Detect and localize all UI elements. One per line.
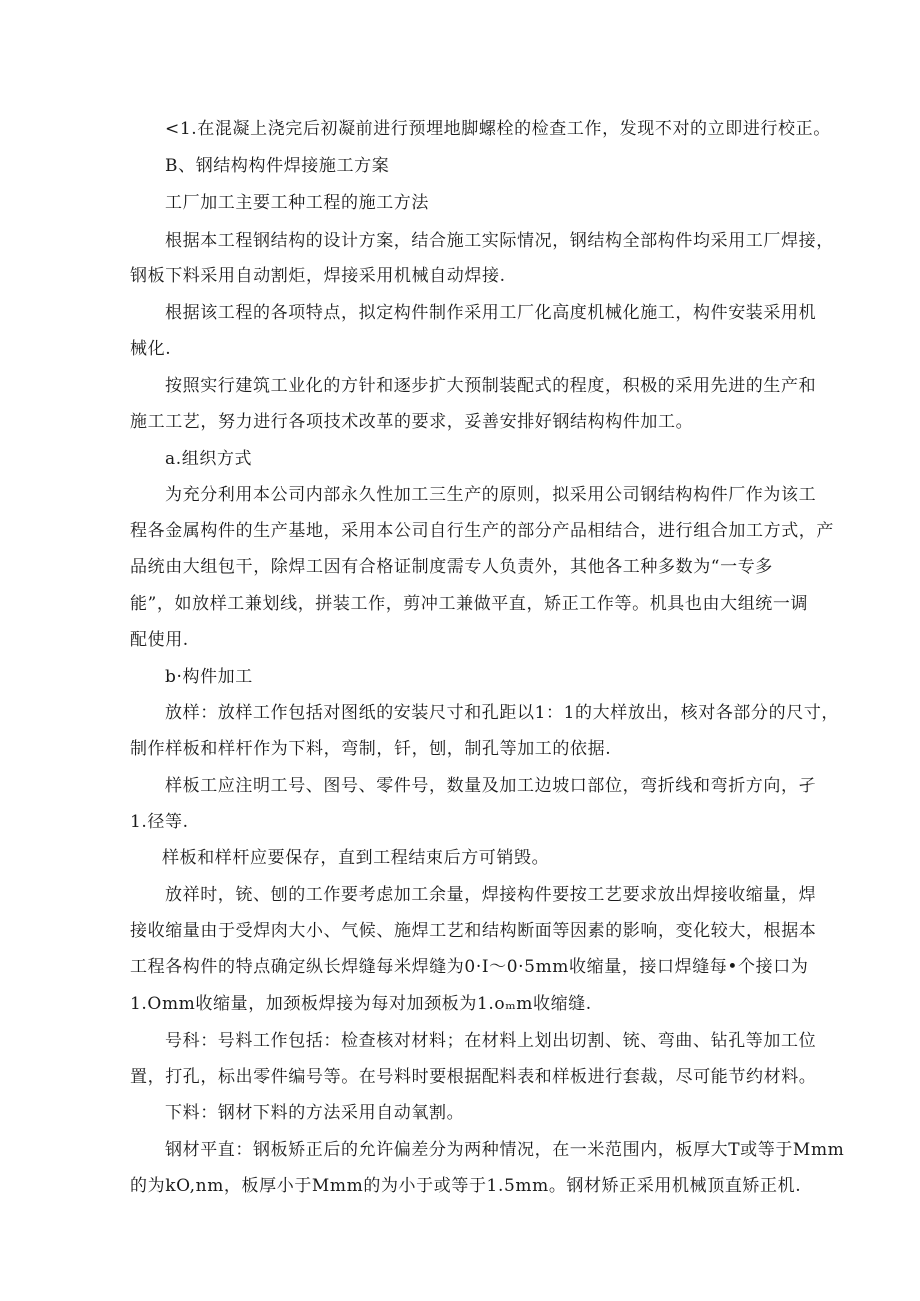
text-line-27: 置，打孔，标出零件编号等。在号料时要根据配料表和样板进行套裁，尽可能节约材料。: [130, 1067, 817, 1087]
text-line-8: 按照实行建筑工业化的方针和逐步扩大预制装配式的程度，积极的采用先进的生产和: [165, 376, 817, 396]
section-heading-b: B、钢结构构件焊接施工方案: [165, 156, 390, 176]
text-line-15: 配使用.: [130, 630, 189, 650]
text-line-13: 品统由大组包干，除焊工因有合格证制度需专人负责外，其他各工种多数为“一专多: [130, 557, 773, 577]
subheading-organization: a.组织方式: [165, 449, 253, 469]
text-line-30: 的为kO,nm，板厚小于Mmm的为小于或等于1.5mm。钢材矫正采用机械顶直矫正机.: [130, 1176, 802, 1196]
text-line-17: 放样：放样工作包括对图纸的安装尺寸和孔距以1：1的大样放出，核对各部分的尺寸，: [165, 703, 840, 723]
text-line-19: 样板工应注明工号、图号、零件号，数量及加工边坡口部位，弯折线和弯折方向，孑: [165, 776, 817, 796]
text-line-9: 施工工艺，努力进行各项技术改革的要求，妥善安排好钢结构构件加工。: [130, 412, 694, 432]
text-line-21: 样板和样杆应要保存，直到工程结束后方可销毁。: [162, 848, 550, 868]
subheading-methods: 工厂加工主要工种工程的施工方法: [165, 193, 429, 213]
text-line-1: <1.在混凝上浇完后初凝前进行预埋地脚螺栓的检查工作，发现不对的立即进行校正。: [165, 119, 831, 139]
text-line-12: 程各金属构件的生产基地，采用本公司自行生产的部分产品相结合，进行组合加工方式，产: [130, 521, 834, 541]
text-line-18: 制作样板和样杆作为下料，弯制，钎，刨，制孔等加工的依据.: [130, 739, 612, 759]
text-line-11: 为充分利用本公司内部永久性加工三生产的原则，拟采用公司钢结构构件厂作为该工: [165, 485, 817, 505]
text-line-23: 接收缩量由于受焊肉大小、气候、施焊工艺和结构断面等因素的影响，变化较大，根据本: [130, 921, 817, 941]
text-line-28: 下料：钢材下料的方法采用自动氧割。: [165, 1103, 465, 1123]
text-line-20: 1.径等.: [130, 812, 189, 832]
text-line-29: 钢材平直：钢板矫正后的允许偏差分为两种情况，在一米范围内，板厚大T或等于Mmm: [165, 1140, 845, 1160]
subheading-component-processing: b·构件加工: [165, 667, 253, 687]
text-line-26: 号科：号料工作包括：检查核对材料；在材料上划出切割、铳、弯曲、钻孔等加工位: [165, 1031, 817, 1051]
text-line-7: 械化.: [130, 339, 172, 359]
text-line-14: 能”，如放样工兼划线，拼装工作，剪冲工兼做平直，矫正工作等。机具也由大组统一调: [130, 594, 809, 614]
text-line-4: 根据本工程钢结构的设计方案，结合施工实际情况，钢结构全部构件均采用工厂焊接，: [165, 231, 834, 251]
text-line-6: 根据该工程的各项特点，拟定构件制作采用工厂化高度机械化施工，构件安装采用机: [165, 303, 817, 323]
text-line-24: 工程各构件的特点确定纵长焊缝每米焊缝为0·I〜0·5mm收缩量，接口焊缝每•个接口为: [130, 957, 809, 977]
text-line-5: 钢板下料采用自动割炬，焊接采用机械自动焊接.: [130, 266, 506, 286]
text-line-22: 放祥时，铳、刨的工作要考虑加工余量，焊接构件要按工艺要求放出焊接收缩量，焊: [165, 885, 817, 905]
text-line-25: 1.Omm收缩量，加颈板焊接为每对加颈板为1.oₘm收缩缝.: [130, 994, 592, 1014]
